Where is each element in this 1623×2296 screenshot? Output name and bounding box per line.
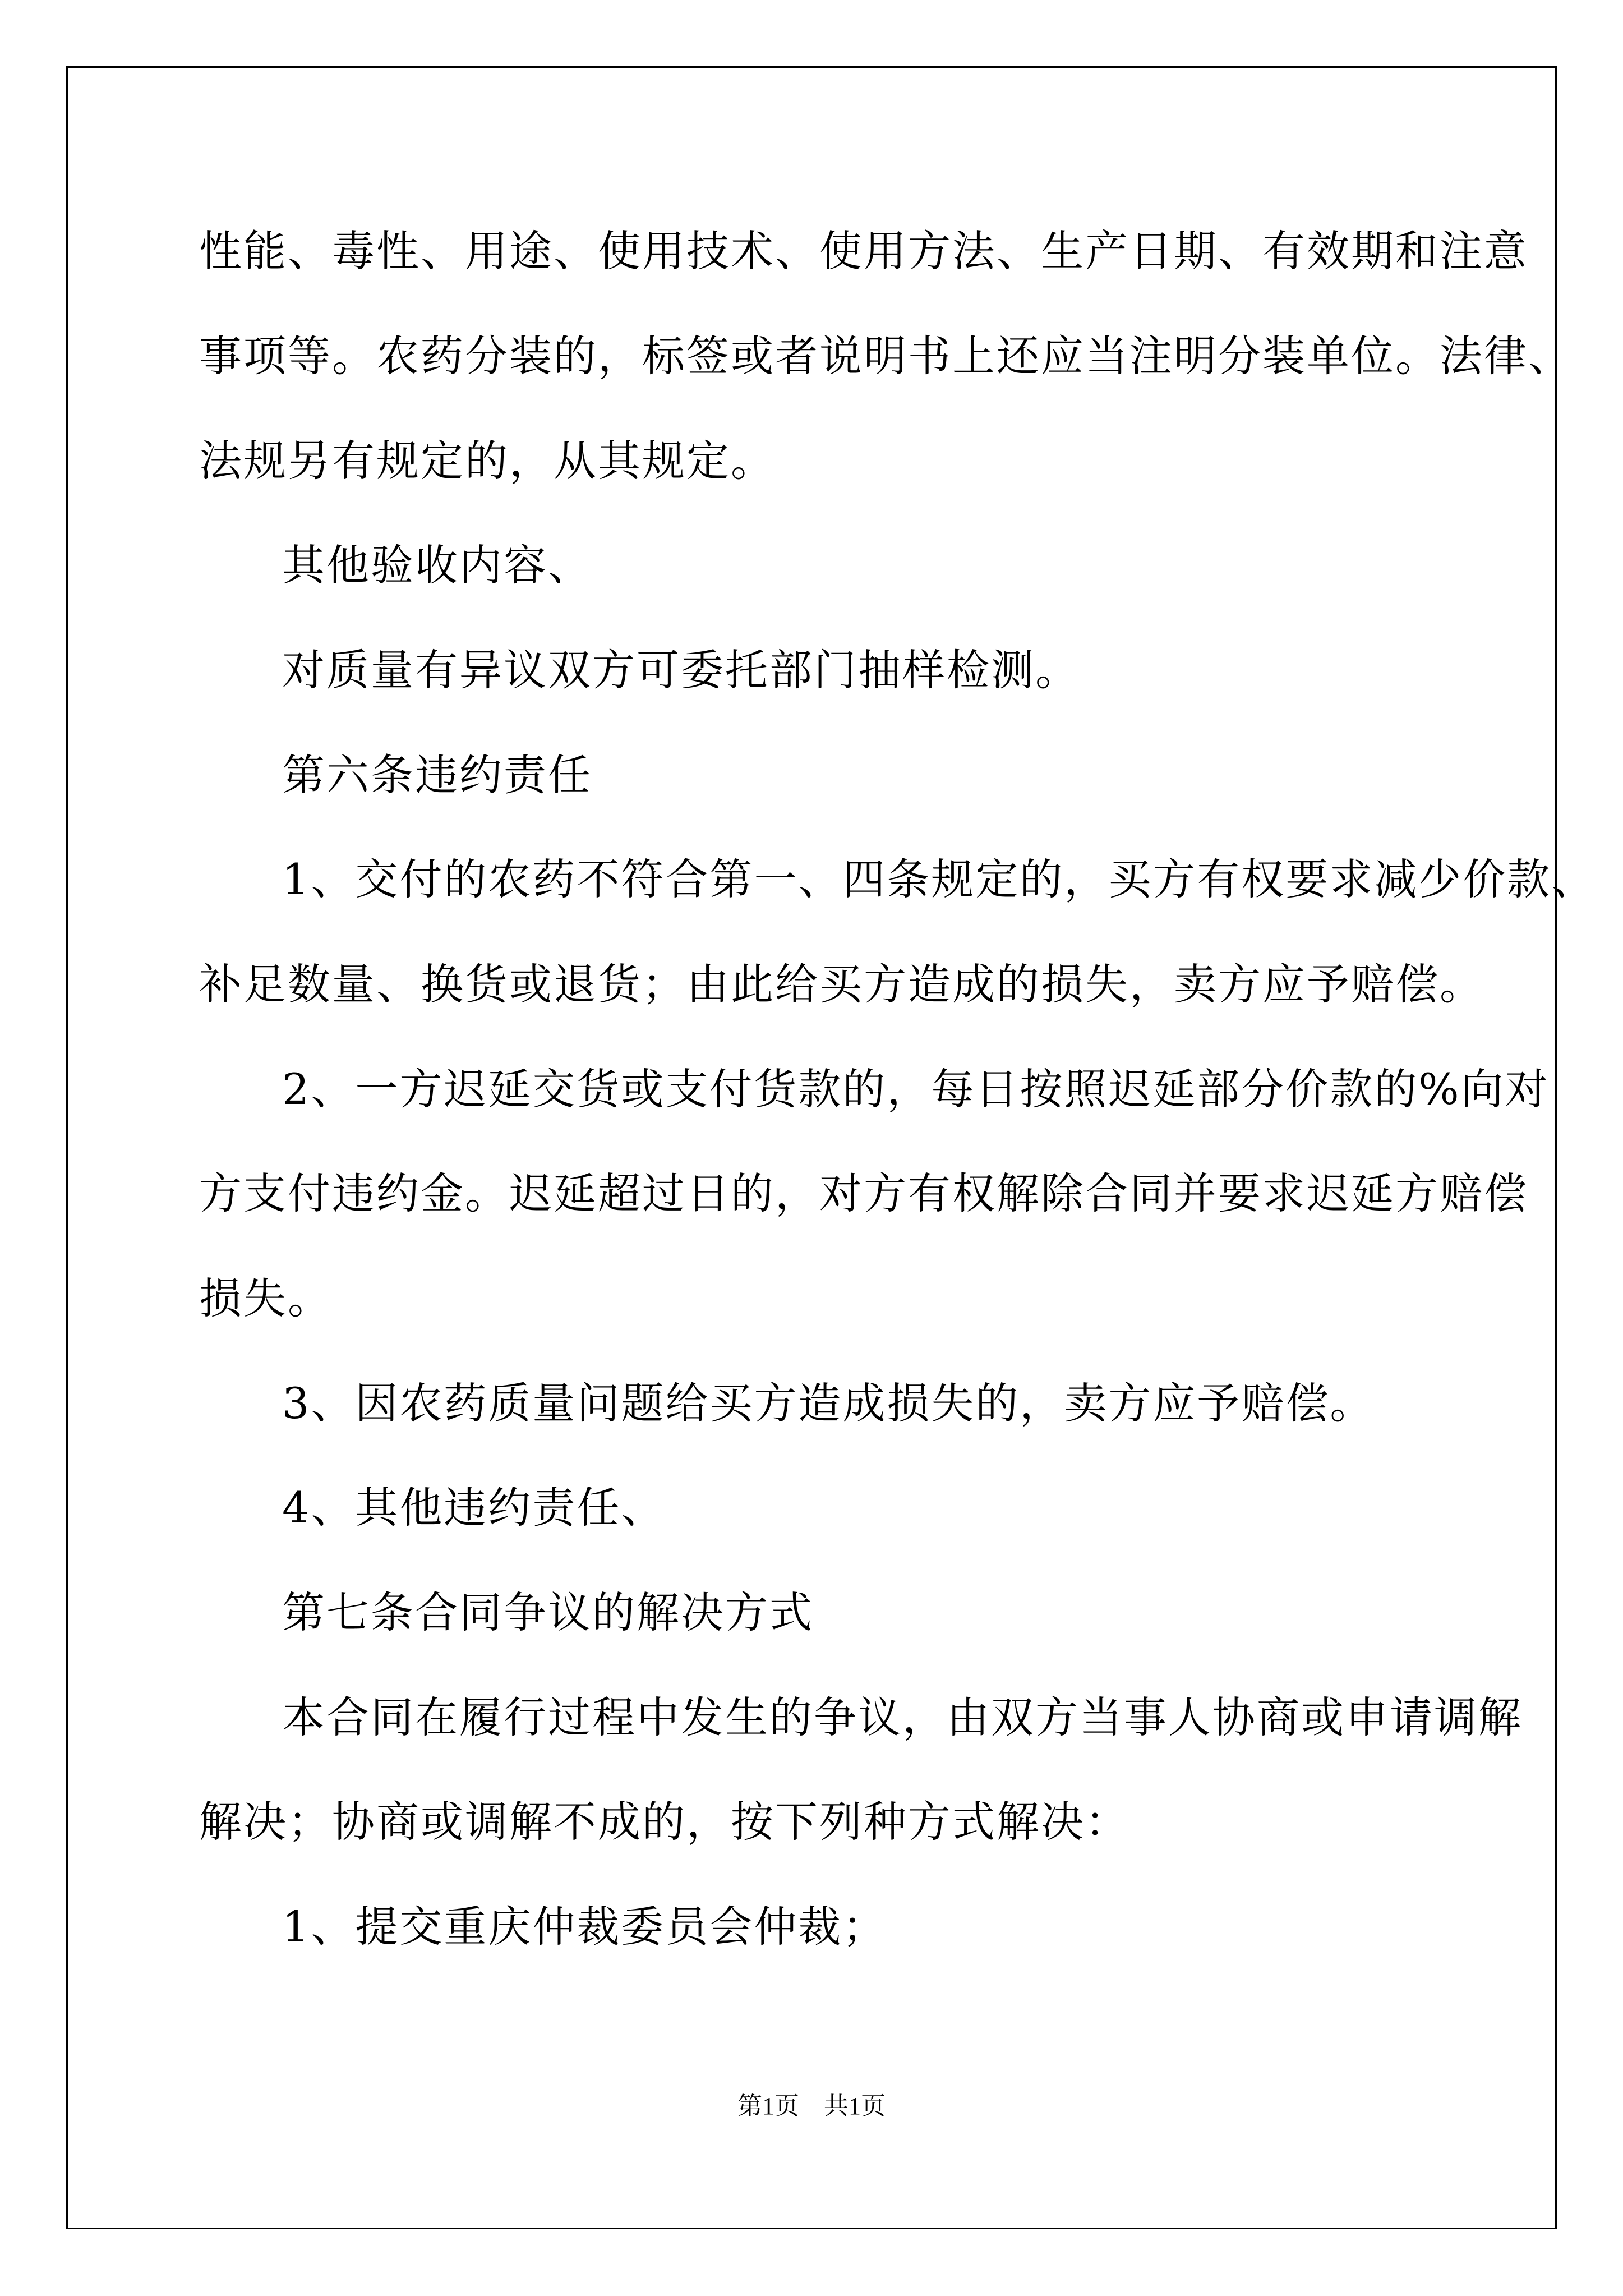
text-line-2: 事项等。农药分装的，标签或者说明书上还应当注明分装单位。法律、: [199, 331, 1573, 381]
text-line-9: 2、一方迟延交货或支付货款的，每日按照迟延部分价款的%向对: [282, 1064, 1550, 1114]
text-line-12: 3、因农药质量问题给买方造成损失的，卖方应予赔偿。: [282, 1378, 1375, 1428]
text-line-11: 损失。: [199, 1273, 332, 1323]
text-line-10: 方支付违约金。迟延超过日的，对方有权解除合同并要求迟延方赔偿: [199, 1168, 1528, 1218]
text-line-13: 4、其他违约责任、: [282, 1483, 666, 1533]
text-line-8: 补足数量、换货或退货；由此给买方造成的损失，卖方应予赔偿。: [199, 959, 1484, 1009]
section-heading-7: 第七条合同争议的解决方式: [282, 1588, 814, 1637]
text-line-4: 其他验收内容、: [282, 540, 592, 590]
text-line-3: 法规另有规定的，从其规定。: [199, 436, 775, 486]
text-line-16: 解决；协商或调解不成的，按下列种方式解决：: [199, 1797, 1129, 1847]
text-line-5: 对质量有异议双方可委托部门抽样检测。: [282, 645, 1080, 695]
text-line-15: 本合同在履行过程中发生的争议，由双方当事人协商或申请调解: [282, 1692, 1523, 1742]
text-line-1: 性能、毒性、用途、使用技术、使用方法、生产日期、有效期和注意: [199, 226, 1528, 276]
text-line-7: 1、交付的农药不符合第一、四条规定的，买方有权要求减少价款、: [282, 854, 1596, 904]
text-line-17: 1、提交重庆仲裁委员会仲裁；: [282, 1902, 887, 1952]
page-footer: 第1页 共1页: [737, 2092, 886, 2120]
section-heading-6: 第六条违约责任: [282, 750, 592, 800]
